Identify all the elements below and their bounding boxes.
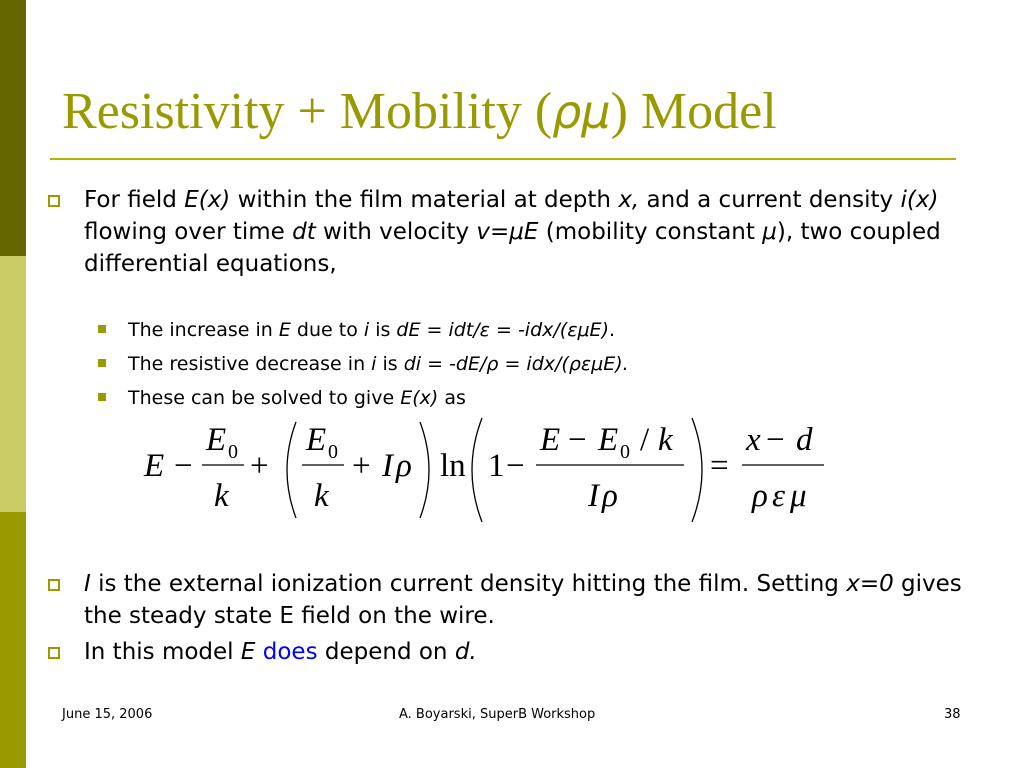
eq-rho-den-2: ρ — [752, 478, 768, 514]
slide-title — [62, 83, 777, 140]
sidebar-band-light — [0, 256, 26, 512]
solution-equation — [140, 414, 840, 526]
sub-bullet-square-icon — [98, 325, 106, 333]
eq-slash: / — [640, 422, 650, 458]
eq-E0-num-3: E — [598, 422, 619, 458]
bullet-square-icon — [48, 195, 60, 207]
eq-E0-num-2: E — [306, 422, 327, 458]
sidebar-band-dark — [0, 0, 26, 256]
sub-bullet-1: The increase in E due to i is dE = idt/ε = -idx/(εμE). — [128, 319, 616, 341]
eq-rho-den: ρ — [602, 478, 618, 514]
eq-right-paren-1 — [420, 422, 429, 518]
eq-equals: = — [710, 448, 729, 484]
title-underline — [50, 158, 956, 160]
eq-right-paren-2 — [692, 418, 702, 522]
eq-minus-4: − — [766, 422, 785, 458]
eq-mu: μ — [790, 478, 807, 514]
eq-sub0: 0 — [228, 441, 238, 463]
title-prefix: Resistivity + Mobility ( — [62, 83, 553, 140]
eq-d: d — [796, 422, 813, 458]
bullet-2: I is the external ionization current density hitting the film. Setting x=0 gives the steady state E field on the wire. — [84, 571, 962, 629]
eq-eps: ε — [772, 478, 786, 514]
eq-rho: ρ — [396, 448, 412, 484]
eq-one: 1 — [488, 448, 505, 484]
footer-page-number: 38 — [944, 707, 961, 722]
bullet-square-icon — [48, 579, 60, 591]
emphasis-does: does — [262, 639, 318, 665]
sub-bullet-square-icon — [98, 393, 106, 401]
eq-left-paren-1 — [287, 422, 296, 518]
footer-date: June 15, 2006 — [62, 707, 153, 722]
title-suffix: ) Model — [610, 83, 777, 140]
sub-bullet-2: The resistive decrease in i is di = -dE/ρ = idx/(ρεμE). — [128, 353, 629, 375]
eq-k-den: k — [214, 478, 229, 514]
eq-E0-num: E — [206, 422, 227, 458]
sub-bullet-square-icon — [98, 359, 106, 367]
eq-I: I — [382, 448, 393, 484]
eq-sub0-2: 0 — [328, 441, 338, 463]
title-symbol: ρμ — [552, 85, 611, 139]
eq-ln: ln — [440, 448, 466, 484]
eq-k-den-2: k — [314, 478, 329, 514]
eq-minus-3: − — [568, 422, 587, 458]
bullet-square-icon — [48, 647, 60, 659]
eq-plus-2: + — [352, 448, 371, 484]
eq-I-den: I — [588, 478, 599, 514]
eq-minus: − — [174, 448, 193, 484]
eq-sub0-3: 0 — [620, 441, 630, 463]
sub-bullet-3: These can be solved to give E(x) as — [128, 387, 466, 409]
eq-E-num: E — [540, 422, 561, 458]
sidebar-decoration — [0, 0, 26, 768]
footer-author: A. Boyarski, SuperB Workshop — [399, 707, 596, 722]
eq-k-num: k — [658, 422, 673, 458]
sidebar-band-mid — [0, 512, 26, 768]
eq-E: E — [144, 448, 165, 484]
bullet-1: For field E(x) within the film material at depth x, and a current density i(x) flowing over time dt with velocity v=μE (mobility constant μ), two coupled differential equations, — [84, 187, 941, 277]
bullet-3: In this model E does depend on d. — [84, 639, 477, 665]
eq-x: x — [746, 422, 761, 458]
eq-left-paren-2 — [472, 418, 482, 522]
eq-plus: + — [250, 448, 269, 484]
eq-minus-2: − — [506, 448, 525, 484]
